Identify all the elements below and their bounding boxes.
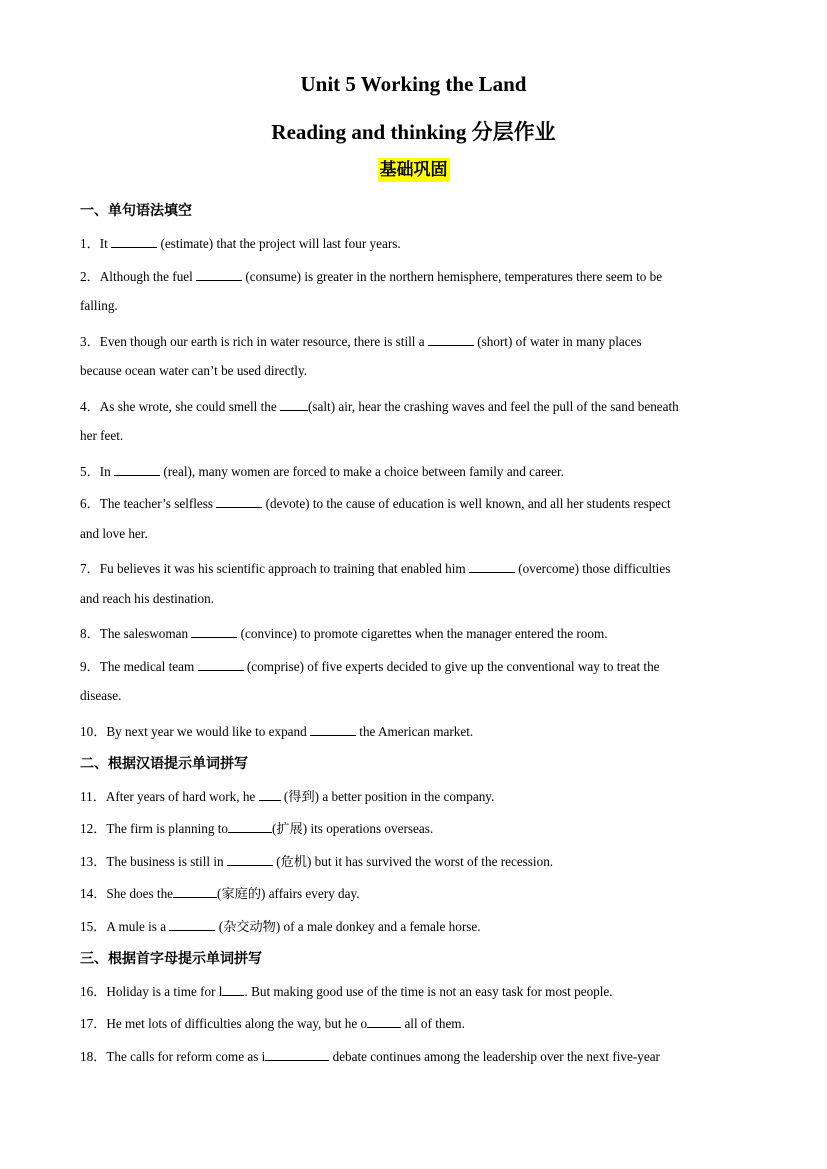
answer-blank[interactable] (114, 463, 160, 476)
answer-blank[interactable] (310, 723, 356, 736)
answer-blank[interactable] (428, 333, 474, 346)
answer-blank[interactable] (169, 918, 215, 931)
answer-blank[interactable] (196, 268, 242, 281)
question-16: 16．Holiday is a time for l . But making good use of the time is not an easy task for most people. (80, 984, 613, 999)
answer-blank[interactable] (367, 1015, 401, 1028)
question-3: 3．Even though our earth is rich in water resource, there is still a (short) of water in many places (80, 334, 642, 349)
answer-blank[interactable] (222, 983, 244, 996)
question-2: 2．Although the fuel (consume) is greater in the northern hemisphere, temperatures there seem to be (80, 269, 663, 284)
answer-blank[interactable] (191, 625, 237, 638)
answer-blank[interactable] (173, 885, 217, 898)
question-3-cont: because ocean water can’t be used directly. (80, 363, 308, 378)
section-heading-grammar: 一、单句语法填空 (80, 203, 192, 219)
level-badge-row (0, 158, 827, 182)
question-4-cont: her feet. (80, 428, 124, 443)
question-12: 12．The firm is planning to (扩展) its operations overseas. (80, 821, 434, 836)
question-4: 4．As she wrote, she could smell the (salt) air, hear the crashing waves and feel the pull of the sand beneath (80, 399, 679, 414)
question-2-cont: falling. (80, 298, 118, 313)
question-1: 1．It (estimate) that the project will last four years. (80, 236, 401, 251)
answer-blank[interactable] (216, 495, 262, 508)
question-5: 5．In (real), many women are forced to make a choice between family and career. (80, 464, 564, 479)
answer-blank[interactable] (198, 658, 244, 671)
worksheet-title: Unit 5 Working the Land (300, 72, 527, 96)
question-9-cont: disease. (80, 688, 122, 703)
section-heading-chinese-hints: 二、根据汉语提示单词拼写 (80, 756, 248, 772)
question-17: 17．He met lots of difficulties along the way, but he o all of them. (80, 1016, 465, 1031)
question-7-cont: and reach his destination. (80, 591, 215, 606)
question-6-cont: and love her. (80, 526, 148, 541)
worksheet-subtitle: Reading and thinking 分层作业 (271, 120, 556, 144)
answer-blank[interactable] (265, 1048, 329, 1061)
question-10: 10．By next year we would like to expand the American market. (80, 724, 474, 739)
question-11: 11．After years of hard work, he (得到) a better position in the company. (80, 789, 495, 804)
question-14: 14．She does the (家庭的) affairs every day. (80, 886, 360, 901)
answer-blank[interactable] (228, 820, 272, 833)
answer-blank[interactable] (259, 788, 281, 801)
answer-blank[interactable] (280, 398, 308, 411)
level-badge: 基础巩固 (379, 160, 448, 180)
question-7: 7．Fu believes it was his scientific approach to training that enabled him (overcome) those difficulties (80, 561, 671, 576)
section-heading-initial-letter: 三、根据首字母提示单词拼写 (80, 951, 262, 967)
question-18: 18．The calls for reform come as i debate continues among the leadership over the next five-year (80, 1049, 660, 1064)
question-6: 6．The teacher’s selfless (devote) to the cause of education is well known, and all her students respect (80, 496, 671, 511)
question-13: 13．The business is still in (危机) but it has survived the worst of the recession. (80, 854, 554, 869)
question-8: 8．The saleswoman (convince) to promote cigarettes when the manager entered the room. (80, 626, 608, 641)
question-9: 9．The medical team (comprise) of five experts decided to give up the conventional way to treat the (80, 659, 660, 674)
answer-blank[interactable] (227, 853, 273, 866)
answer-blank[interactable] (111, 235, 157, 248)
question-15: 15．A mule is a (杂交动物) of a male donkey and a female horse. (80, 919, 481, 934)
answer-blank[interactable] (469, 560, 515, 573)
